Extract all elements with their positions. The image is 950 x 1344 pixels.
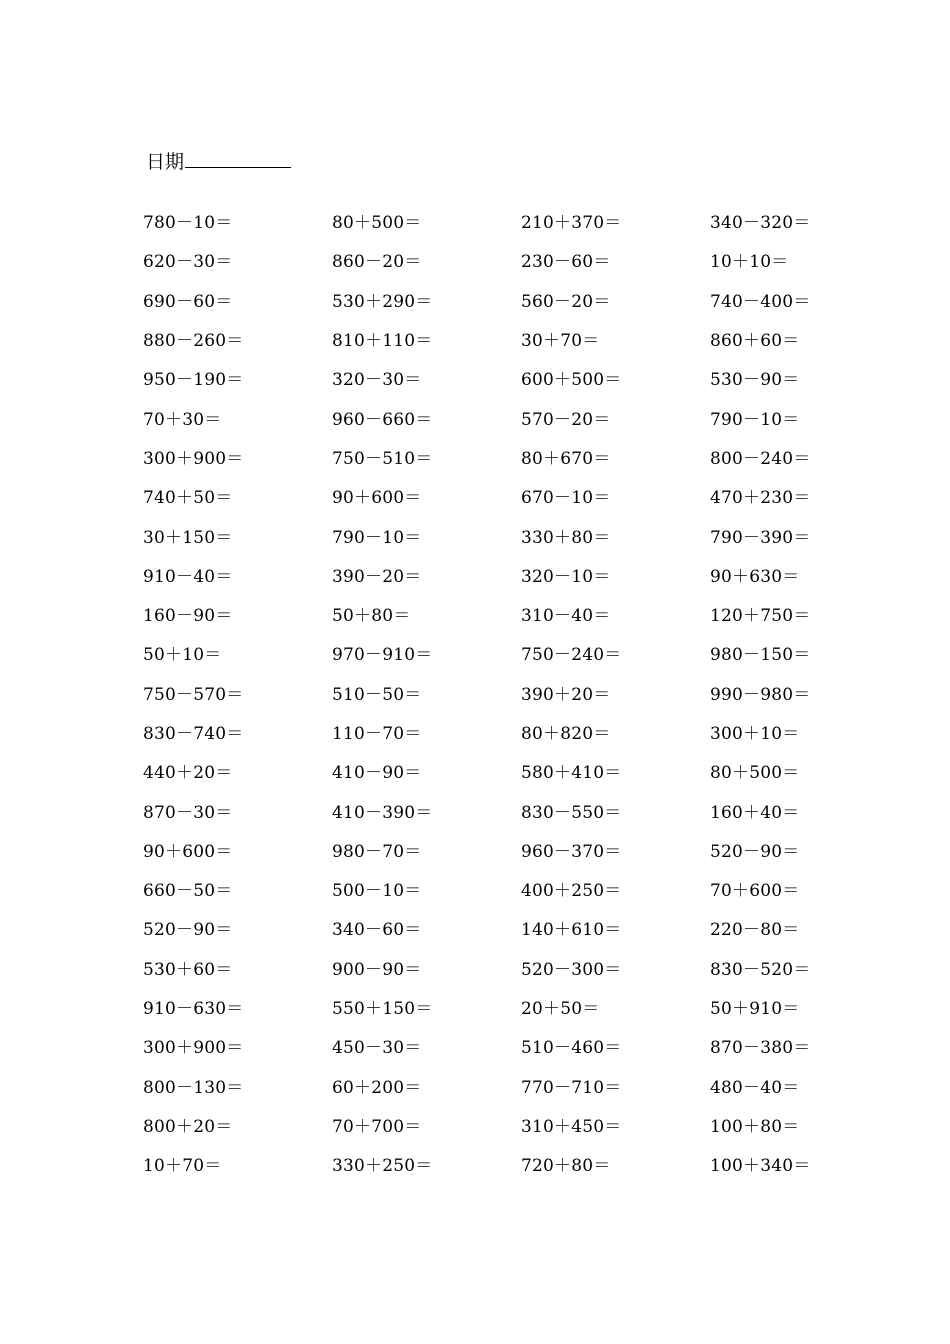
arithmetic-problem: 750－510＝ [332, 448, 433, 469]
arithmetic-problem: 910－40＝ [143, 566, 233, 587]
arithmetic-problem: 10＋70＝ [143, 1156, 222, 1177]
arithmetic-problem: 990－980＝ [710, 684, 811, 705]
problem-row [143, 280, 903, 319]
arithmetic-problem: 830－520＝ [710, 959, 811, 980]
arithmetic-problem: 530＋60＝ [143, 959, 233, 980]
arithmetic-problem: 960－370＝ [521, 841, 622, 862]
problem-row [143, 515, 903, 554]
arithmetic-problem: 800＋20＝ [143, 1116, 233, 1137]
problem-row [143, 948, 903, 987]
arithmetic-problem: 470＋230＝ [710, 488, 811, 509]
arithmetic-problem: 400＋250＝ [521, 881, 622, 902]
arithmetic-problem: 140＋610＝ [521, 920, 622, 941]
arithmetic-problem: 340－60＝ [332, 920, 422, 941]
arithmetic-problem: 110－70＝ [332, 724, 422, 744]
arithmetic-problem: 520－300＝ [521, 959, 622, 980]
problem-row [143, 437, 903, 476]
problem-grid [143, 201, 903, 1183]
arithmetic-problem: 800－130＝ [143, 1077, 244, 1098]
arithmetic-problem: 960－660＝ [332, 409, 433, 430]
problem-row [143, 397, 903, 436]
arithmetic-problem: 160＋40＝ [710, 802, 800, 823]
arithmetic-problem: 520－90＝ [143, 920, 233, 941]
arithmetic-problem: 30＋150＝ [143, 527, 233, 548]
arithmetic-problem: 870－30＝ [143, 802, 233, 823]
problem-row [143, 240, 903, 279]
arithmetic-problem: 830－550＝ [521, 802, 622, 823]
arithmetic-problem: 780－10＝ [143, 213, 233, 234]
arithmetic-problem: 970－910＝ [332, 645, 433, 666]
arithmetic-problem: 950－190＝ [143, 370, 244, 391]
arithmetic-problem: 50＋910＝ [710, 999, 800, 1020]
arithmetic-problem: 320－10＝ [521, 566, 611, 587]
arithmetic-problem: 910－630＝ [143, 999, 244, 1020]
arithmetic-problem: 20＋50＝ [521, 999, 600, 1020]
arithmetic-problem: 740＋50＝ [143, 488, 233, 509]
arithmetic-problem: 300＋900＝ [143, 1038, 244, 1059]
problem-row [143, 594, 903, 633]
arithmetic-problem: 340－320＝ [710, 213, 811, 234]
arithmetic-problem: 800－240＝ [710, 448, 811, 469]
problem-row [143, 1066, 903, 1105]
date-label: 日期 [146, 151, 185, 173]
arithmetic-problem: 390－20＝ [332, 566, 422, 587]
arithmetic-problem: 560－20＝ [521, 291, 611, 312]
arithmetic-problem: 550＋150＝ [332, 999, 433, 1020]
arithmetic-problem: 810＋110＝ [332, 331, 433, 352]
arithmetic-problem: 50＋10＝ [143, 645, 222, 666]
arithmetic-problem: 50＋80＝ [332, 606, 411, 627]
arithmetic-problem: 410－90＝ [332, 763, 422, 784]
arithmetic-problem: 310＋450＝ [521, 1116, 622, 1137]
arithmetic-problem: 530＋290＝ [332, 291, 433, 312]
problem-row [143, 751, 903, 790]
arithmetic-problem: 860－20＝ [332, 252, 422, 273]
problem-row [143, 201, 903, 240]
arithmetic-problem: 980－70＝ [332, 841, 422, 862]
arithmetic-problem: 90＋600＝ [332, 488, 422, 509]
arithmetic-problem: 790－10＝ [332, 527, 422, 548]
arithmetic-problem: 480－40＝ [710, 1077, 800, 1098]
arithmetic-problem: 750－240＝ [521, 645, 622, 666]
arithmetic-problem: 660－50＝ [143, 881, 233, 902]
arithmetic-problem: 60＋200＝ [332, 1077, 422, 1098]
arithmetic-problem: 390＋20＝ [521, 684, 611, 705]
arithmetic-problem: 100＋340＝ [710, 1156, 811, 1177]
arithmetic-problem: 790－390＝ [710, 527, 811, 548]
arithmetic-problem: 310－40＝ [521, 606, 611, 627]
arithmetic-problem: 740－400＝ [710, 291, 811, 312]
arithmetic-problem: 80＋500＝ [710, 763, 800, 784]
problem-row [143, 1026, 903, 1065]
arithmetic-problem: 300＋10＝ [710, 724, 800, 744]
arithmetic-problem: 690－60＝ [143, 291, 233, 312]
arithmetic-problem: 510－50＝ [332, 684, 422, 705]
arithmetic-problem: 440＋20＝ [143, 763, 233, 784]
arithmetic-problem: 320－30＝ [332, 370, 422, 391]
arithmetic-problem: 530－90＝ [710, 370, 800, 391]
arithmetic-problem: 670－10＝ [521, 488, 611, 509]
arithmetic-problem: 90＋630＝ [710, 566, 800, 587]
arithmetic-problem: 90＋600＝ [143, 841, 233, 862]
arithmetic-problem: 330＋80＝ [521, 527, 611, 548]
problem-row [143, 476, 903, 515]
arithmetic-problem: 100＋80＝ [710, 1116, 800, 1137]
arithmetic-problem: 830－740＝ [143, 724, 244, 744]
arithmetic-problem: 880－260＝ [143, 331, 244, 352]
arithmetic-problem: 80＋670＝ [521, 448, 611, 469]
arithmetic-problem: 300＋900＝ [143, 448, 244, 469]
arithmetic-problem: 30＋70＝ [521, 331, 600, 352]
arithmetic-problem: 70＋600＝ [710, 881, 800, 902]
arithmetic-problem: 210＋370＝ [521, 213, 622, 234]
arithmetic-problem: 720＋80＝ [521, 1156, 611, 1177]
arithmetic-problem: 600＋500＝ [521, 370, 622, 391]
arithmetic-problem: 120＋750＝ [710, 606, 811, 627]
arithmetic-problem: 230－60＝ [521, 252, 611, 273]
arithmetic-problem: 980－150＝ [710, 645, 811, 666]
arithmetic-problem: 10＋10＝ [710, 252, 789, 273]
arithmetic-problem: 750－570＝ [143, 684, 244, 705]
problem-row [143, 633, 903, 672]
arithmetic-problem: 160－90＝ [143, 606, 233, 627]
arithmetic-problem: 330＋250＝ [332, 1156, 433, 1177]
arithmetic-problem: 80＋500＝ [332, 213, 422, 234]
problem-row [143, 712, 903, 751]
arithmetic-problem: 410－390＝ [332, 802, 433, 823]
arithmetic-problem: 220－80＝ [710, 920, 800, 941]
arithmetic-problem: 570－20＝ [521, 409, 611, 430]
arithmetic-problem: 620－30＝ [143, 252, 233, 273]
arithmetic-problem: 870－380＝ [710, 1038, 811, 1059]
arithmetic-problem: 80＋820＝ [521, 724, 611, 744]
problem-row [143, 869, 903, 908]
arithmetic-problem: 450－30＝ [332, 1038, 422, 1059]
arithmetic-problem: 580＋410＝ [521, 763, 622, 784]
problem-row [143, 555, 903, 594]
problem-row [143, 1105, 903, 1144]
arithmetic-problem: 70＋700＝ [332, 1116, 422, 1137]
problem-row [143, 790, 903, 829]
arithmetic-problem: 70＋30＝ [143, 409, 222, 430]
problem-row [143, 673, 903, 712]
problem-row [143, 1144, 903, 1183]
arithmetic-problem: 500－10＝ [332, 881, 422, 902]
problem-row [143, 319, 903, 358]
date-header [146, 148, 291, 175]
arithmetic-problem: 770－710＝ [521, 1077, 622, 1098]
problem-row [143, 908, 903, 947]
arithmetic-problem: 520－90＝ [710, 841, 800, 862]
date-blank-line [185, 148, 291, 168]
arithmetic-problem: 790－10＝ [710, 409, 800, 430]
arithmetic-problem: 510－460＝ [521, 1038, 622, 1059]
problem-row [143, 358, 903, 397]
problem-row [143, 830, 903, 869]
arithmetic-problem: 860＋60＝ [710, 331, 800, 352]
problem-row [143, 987, 903, 1026]
arithmetic-problem: 900－90＝ [332, 959, 422, 980]
